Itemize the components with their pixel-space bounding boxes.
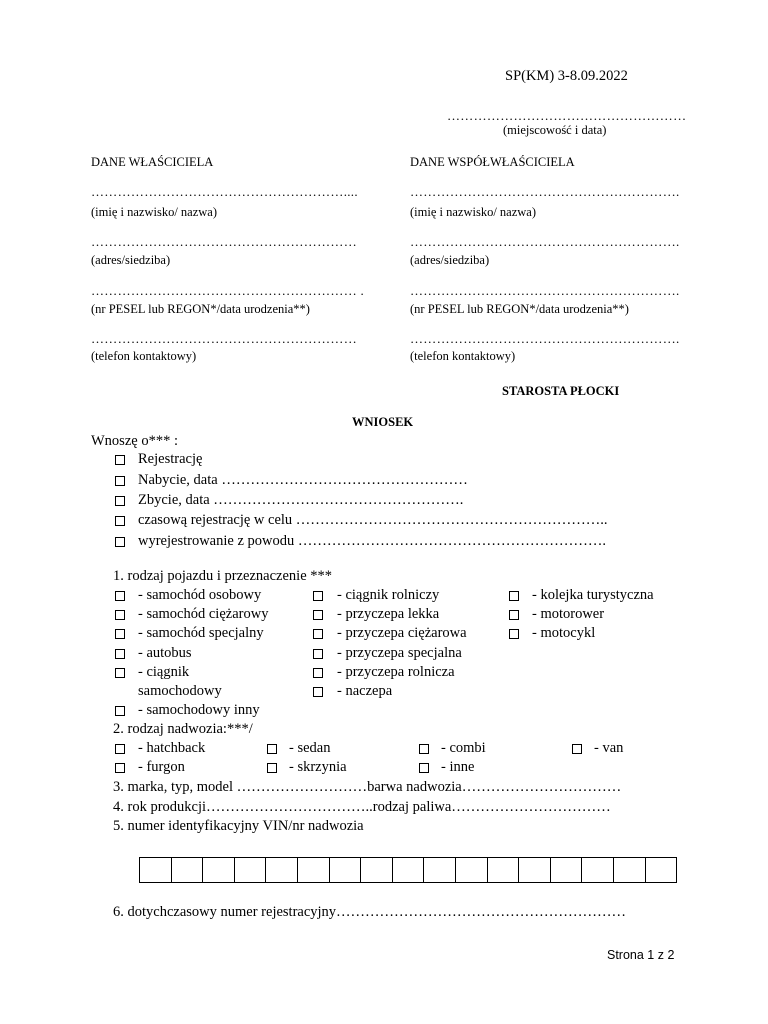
vehicle-tractor-unit: - ciągnik — [138, 664, 190, 680]
checkbox-vehicle-tourist-train[interactable] — [509, 591, 519, 601]
section-3-make-color[interactable]: 3. marka, typ, model ………………………barwa nadwozia…………………………… — [113, 779, 622, 795]
body-furgon: - furgon — [138, 759, 185, 775]
owner-phone-field[interactable]: …………………………………………………… — [91, 331, 357, 346]
vehicle-other-car: - samochodowy inny — [138, 702, 260, 718]
checkbox-vehicle-special-trailer[interactable] — [313, 649, 323, 659]
owner-phone-label: (telefon kontaktowy) — [91, 349, 197, 363]
vehicle-bus: - autobus — [138, 645, 192, 661]
vin-cell[interactable] — [488, 858, 520, 882]
vin-cell[interactable] — [172, 858, 204, 882]
checkbox-vehicle-bus[interactable] — [115, 649, 125, 659]
vin-cell[interactable] — [361, 858, 393, 882]
checkbox-temporary-registration[interactable] — [115, 516, 125, 526]
body-sedan: - sedan — [289, 740, 331, 756]
coowner-title: DANE WSPÓŁWŁAŚCICIELA — [410, 155, 575, 169]
vin-cell[interactable] — [519, 858, 551, 882]
vehicle-agri-tractor: - ciągnik rolniczy — [337, 587, 440, 603]
owner-address-label: (adres/siedziba) — [91, 253, 171, 267]
owner-id-field[interactable]: …………………………………………………… . — [91, 283, 365, 298]
coowner-id-field[interactable]: ……………………………………………………. — [410, 283, 680, 298]
owner-id-label: (nr PESEL lub REGON*/data urodzenia**) — [91, 302, 310, 316]
section-4-year-fuel[interactable]: 4. rok produkcji……………………………..rodzaj paliwa…………………………… — [113, 799, 611, 815]
section-6-prev-registration[interactable]: 6. dotychczasowy numer rejestracyjny…………………………………………………… — [113, 904, 627, 920]
page-number: Strona 1 z 2 — [607, 948, 675, 962]
option-deregistration: wyrejestrowanie z powodu ………………………………………………………. — [138, 533, 606, 549]
vin-cell[interactable] — [235, 858, 267, 882]
vehicle-special-trailer: - przyczepa specjalna — [337, 645, 462, 661]
vin-cell[interactable] — [266, 858, 298, 882]
checkbox-sale[interactable] — [115, 496, 125, 506]
checkbox-body-box[interactable] — [267, 763, 277, 773]
checkbox-acquisition[interactable] — [115, 476, 125, 486]
form-code: SP(KM) 3-8.09.2022 — [505, 68, 628, 84]
body-van: - van — [594, 740, 624, 756]
checkbox-vehicle-semitrailer[interactable] — [313, 687, 323, 697]
body-combi: - combi — [441, 740, 486, 756]
checkbox-vehicle-other-car[interactable] — [115, 706, 125, 716]
checkbox-vehicle-passenger-car[interactable] — [115, 591, 125, 601]
vin-cell[interactable] — [646, 858, 677, 882]
vin-cell[interactable] — [582, 858, 614, 882]
vehicle-light-trailer: - przyczepa lekka — [337, 606, 440, 622]
owner-address-field[interactable]: …………………………………………………… — [91, 234, 357, 249]
vehicle-semitrailer: - naczepa — [337, 683, 393, 699]
coowner-phone-field[interactable]: ……………………………………………………. — [410, 331, 680, 346]
vin-grid[interactable] — [139, 857, 677, 883]
vin-cell[interactable] — [456, 858, 488, 882]
vin-cell[interactable] — [203, 858, 235, 882]
checkbox-vehicle-light-trailer[interactable] — [313, 610, 323, 620]
vin-cell[interactable] — [551, 858, 583, 882]
checkbox-vehicle-tractor-unit[interactable] — [115, 668, 125, 678]
checkbox-body-furgon[interactable] — [115, 763, 125, 773]
vehicle-moped: - motorower — [532, 606, 605, 622]
owner-name-label: (imię i nazwisko/ nazwa) — [91, 205, 217, 219]
checkbox-body-combi[interactable] — [419, 744, 429, 754]
vin-cell[interactable] — [393, 858, 425, 882]
option-registration: Rejestrację — [138, 451, 203, 467]
coowner-id-label: (nr PESEL lub REGON*/data urodzenia**) — [410, 302, 629, 316]
request-intro: Wnoszę o*** : — [91, 433, 178, 449]
section-5-vin-label: 5. numer identyfikacyjny VIN/nr nadwozia — [113, 818, 364, 834]
checkbox-vehicle-agri-trailer[interactable] — [313, 668, 323, 678]
body-box: - skrzynia — [289, 759, 347, 775]
vehicle-passenger-car: - samochód osobowy — [138, 587, 262, 603]
vin-cell[interactable] — [424, 858, 456, 882]
section-2-label: 2. rodzaj nadwozia:***/ — [113, 721, 253, 737]
coowner-address-field[interactable]: ……………………………………………………. — [410, 234, 680, 249]
vin-cell[interactable] — [614, 858, 646, 882]
checkbox-vehicle-moped[interactable] — [509, 610, 519, 620]
checkbox-body-van[interactable] — [572, 744, 582, 754]
option-acquisition: Nabycie, data …………………………………………… — [138, 472, 468, 488]
vehicle-cargo-trailer: - przyczepa ciężarowa — [337, 625, 467, 641]
vehicle-special: - samochód specjalny — [138, 625, 264, 641]
checkbox-vehicle-agri-tractor[interactable] — [313, 591, 323, 601]
vehicle-motorcycle: - motocykl — [532, 625, 596, 641]
vehicle-truck: - samochód ciężarowy — [138, 606, 269, 622]
vin-cell[interactable] — [298, 858, 330, 882]
coowner-name-field[interactable]: ……………………………………………………. — [410, 184, 680, 199]
body-hatchback: - hatchback — [138, 740, 206, 756]
option-sale: Zbycie, data ……………………………………………. — [138, 492, 464, 508]
vin-cell[interactable] — [140, 858, 172, 882]
coowner-address-label: (adres/siedziba) — [410, 253, 490, 267]
checkbox-body-hatchback[interactable] — [115, 744, 125, 754]
vehicle-tourist-train: - kolejka turystyczna — [532, 587, 654, 603]
coowner-phone-label: (telefon kontaktowy) — [410, 349, 516, 363]
checkbox-vehicle-special[interactable] — [115, 629, 125, 639]
vehicle-agri-trailer: - przyczepa rolnicza — [337, 664, 455, 680]
section-1-label: 1. rodzaj pojazdu i przeznaczenie *** — [113, 568, 333, 584]
checkbox-body-sedan[interactable] — [267, 744, 277, 754]
place-date-label: (miejscowość i data) — [503, 123, 607, 137]
form-title: WNIOSEK — [352, 415, 414, 429]
coowner-name-label: (imię i nazwisko/ nazwa) — [410, 205, 536, 219]
owner-title: DANE WŁAŚCICIELA — [91, 155, 214, 169]
vehicle-tractor-unit-cont: samochodowy — [138, 683, 222, 699]
addressee: STAROSTA PŁOCKI — [502, 384, 620, 398]
checkbox-vehicle-cargo-trailer[interactable] — [313, 629, 323, 639]
owner-name-field[interactable]: ………………………………………………….... — [91, 184, 358, 199]
checkbox-registration[interactable] — [115, 455, 125, 465]
vin-cell[interactable] — [330, 858, 362, 882]
place-date-field[interactable]: ……………………………………………… — [447, 108, 687, 123]
checkbox-vehicle-motorcycle[interactable] — [509, 629, 519, 639]
option-temporary-registration: czasową rejestrację w celu ……………………………………………………….. — [138, 512, 608, 528]
checkbox-deregistration[interactable] — [115, 537, 125, 547]
checkbox-body-other[interactable] — [419, 763, 429, 773]
body-other: - inne — [441, 759, 475, 775]
checkbox-vehicle-truck[interactable] — [115, 610, 125, 620]
